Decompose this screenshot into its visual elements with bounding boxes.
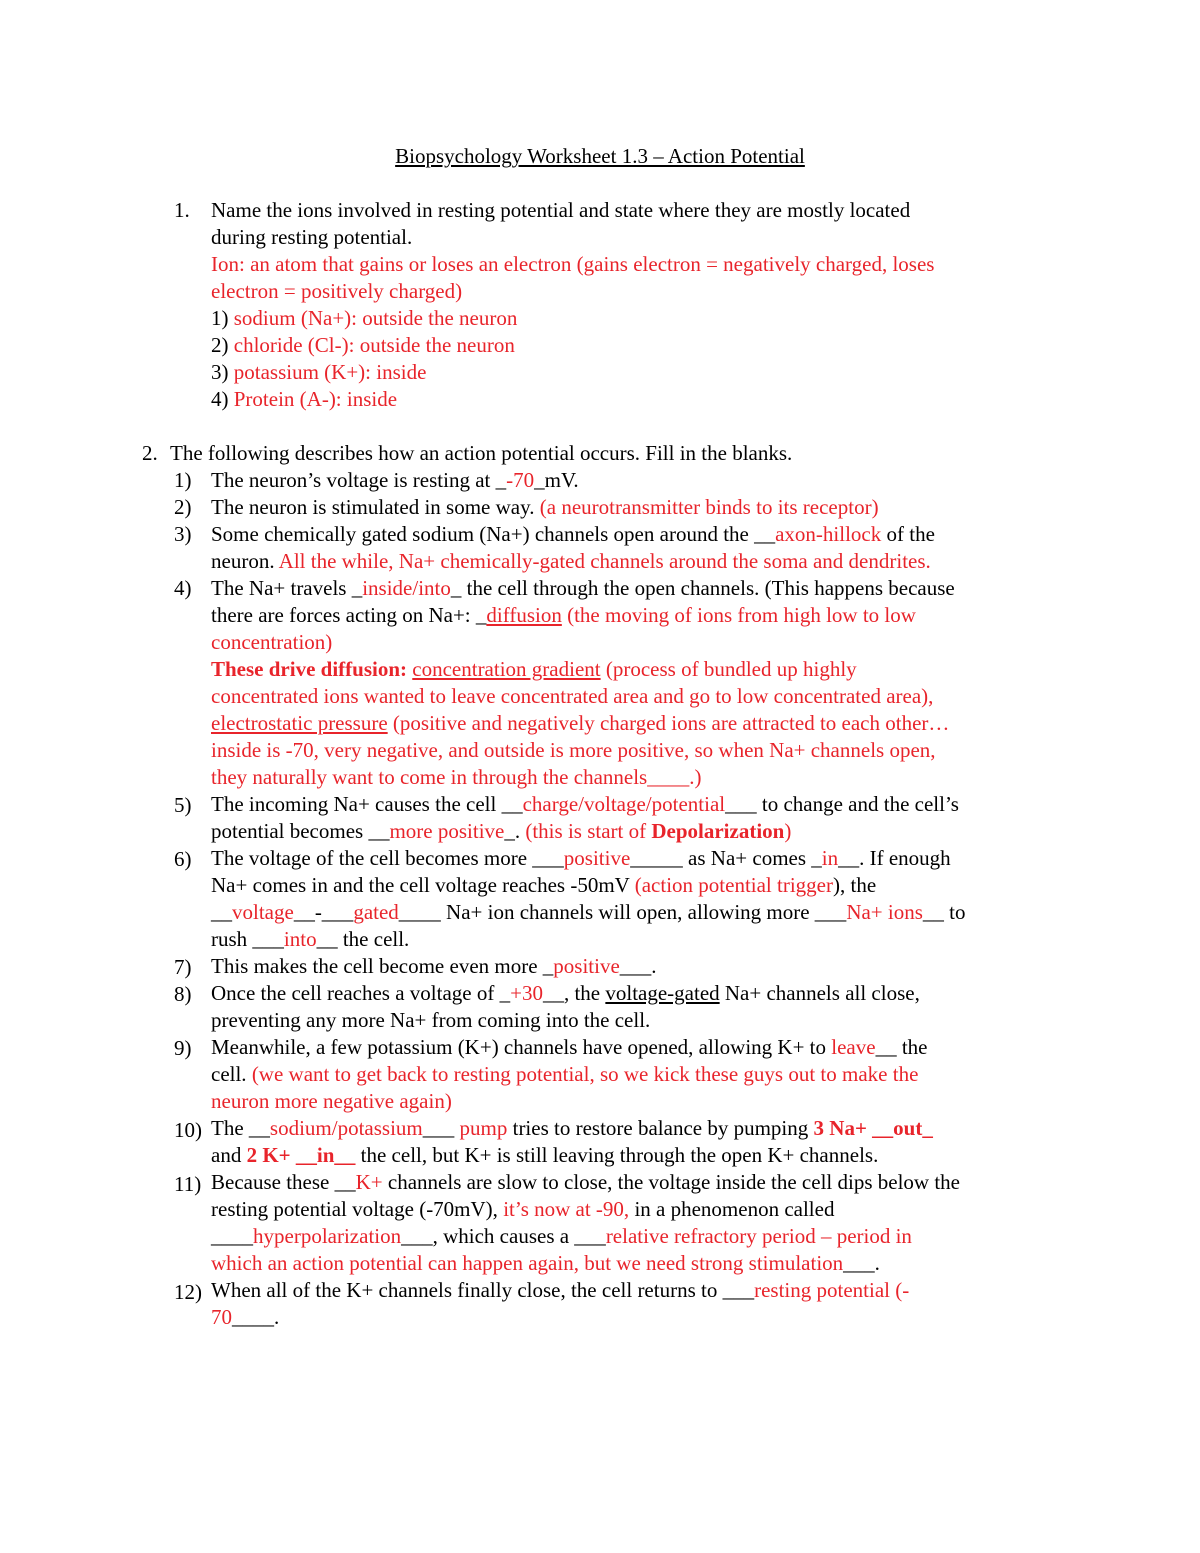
step-6-line-2: Na+ comes in and the cell voltage reaches -50mV (action potential trigger), the (211, 873, 877, 897)
step-4-number: 4) (174, 576, 192, 600)
step-6-line-3: __voltage__-___gated____ Na+ ion channels will open, allowing more ___Na+ ions__ to (211, 900, 966, 924)
step-9-line-1: Meanwhile, a few potassium (K+) channels have opened, allowing K+ to leave__ the (211, 1035, 928, 1059)
step-11-line-3: ____hyperpolarization___, which causes a ___relative refractory period – period in (211, 1224, 912, 1248)
step-4-line-3: concentration) (211, 630, 333, 654)
step-5-line-1: The incoming Na+ causes the cell __charge/voltage/potential___ to change and the cell’s (211, 792, 959, 816)
step-4-line-5: concentrated ions wanted to leave concentrated area and go to low concentrated area), (211, 684, 934, 708)
step-11-line-4: which an action potential can happen again, but we need strong stimulation___. (211, 1251, 880, 1275)
step-10-number: 10) (174, 1118, 202, 1142)
step-3-line-2: neuron. All the while, Na+ chemically-gated channels around the soma and dendrites. (211, 549, 931, 573)
step-5-number: 5) (174, 793, 192, 817)
step-4-line-4: These drive diffusion: concentration gradient (process of bundled up highly (211, 657, 857, 681)
step-4-line-1: The Na+ travels _inside/into_ the cell through the open channels. (This happens because (211, 576, 955, 600)
step-3-line-1: Some chemically gated sodium (Na+) channels open around the __axon-hillock of the (211, 522, 935, 546)
step-1-number: 1) (174, 468, 192, 492)
step-12-number: 12) (174, 1280, 202, 1304)
step-9-line-2: cell. (we want to get back to resting potential, so we kick these guys out to make the (211, 1062, 919, 1086)
step-10-line-2: and 2 K+ __in__ the cell, but K+ is still leaving through the open K+ channels. (211, 1143, 879, 1167)
q1-number: 1. (174, 198, 190, 222)
step-6-number: 6) (174, 847, 192, 871)
step-8-line-2: preventing any more Na+ from coming into the cell. (211, 1008, 651, 1032)
step-2: The neuron is stimulated in some way. (a neurotransmitter binds to its receptor) (211, 495, 879, 519)
ion-item-4: 4) Protein (A-): inside (211, 387, 398, 411)
q1-line-2: during resting potential. (211, 225, 413, 249)
step-6-line-1: The voltage of the cell becomes more ___positive_____ as Na+ comes _in__. If enough (211, 846, 951, 870)
step-2-number: 2) (174, 495, 192, 519)
step-8-line-1: Once the cell reaches a voltage of _+30__, the voltage-gated Na+ channels all close, (211, 981, 920, 1005)
step-7: This makes the cell become even more _positive___. (211, 954, 657, 978)
step-12-line-1: When all of the K+ channels finally close, the cell returns to ___resting potential (- (211, 1278, 910, 1302)
q2-intro: The following describes how an action potential occurs. Fill in the blanks. (170, 441, 793, 465)
step-4-line-8: they naturally want to come in through the channels____.) (211, 765, 702, 789)
q2-number: 2. (142, 441, 158, 465)
step-8-number: 8) (174, 982, 192, 1006)
question-1 (211, 197, 1071, 413)
step-4-line-6: electrostatic pressure (positive and negatively charged ions are attracted to each other… (211, 711, 950, 735)
step-12-line-2: 70____. (211, 1305, 280, 1329)
step-5-line-2: potential becomes __more positive_. (this is start of Depolarization) (211, 819, 792, 843)
step-4-line-2: there are forces acting on Na+: _diffusion (the moving of ions from high low to low (211, 603, 916, 627)
step-11-number: 11) (174, 1172, 202, 1196)
step-6-line-4: rush ___into__ the cell. (211, 927, 410, 951)
ion-item-3: 3) potassium (K+): inside (211, 360, 427, 384)
step-11-line-1: Because these __K+ channels are slow to close, the voltage inside the cell dips below the (211, 1170, 960, 1194)
ion-definition-2: electron = positively charged) (211, 279, 463, 303)
ion-definition-1: Ion: an atom that gains or loses an electron (gains electron = negatively charged, loses (211, 252, 935, 276)
step-11-line-2: resting potential voltage (-70mV), it’s now at -90, in a phenomenon called (211, 1197, 835, 1221)
q1-line-1: Name the ions involved in resting potential and state where they are mostly located (211, 198, 911, 222)
step-9-number: 9) (174, 1036, 192, 1060)
step-1: The neuron’s voltage is resting at _-70_mV. (211, 468, 579, 492)
step-7-number: 7) (174, 955, 192, 979)
step-4-line-7: inside is -70, very negative, and outside is more positive, so when Na+ channels open, (211, 738, 936, 762)
ion-item-2: 2) chloride (Cl-): outside the neuron (211, 333, 515, 357)
step-9-line-3: neuron more negative again) (211, 1089, 452, 1113)
step-3-number: 3) (174, 522, 192, 546)
step-10-line-1: The __sodium/potassium___ pump tries to restore balance by pumping 3 Na+ __out_ (211, 1116, 933, 1140)
page-title: Biopsychology Worksheet 1.3 – Action Potential (395, 144, 805, 168)
question-2-steps (211, 467, 1071, 1331)
ion-item-1: 1) sodium (Na+): outside the neuron (211, 306, 518, 330)
